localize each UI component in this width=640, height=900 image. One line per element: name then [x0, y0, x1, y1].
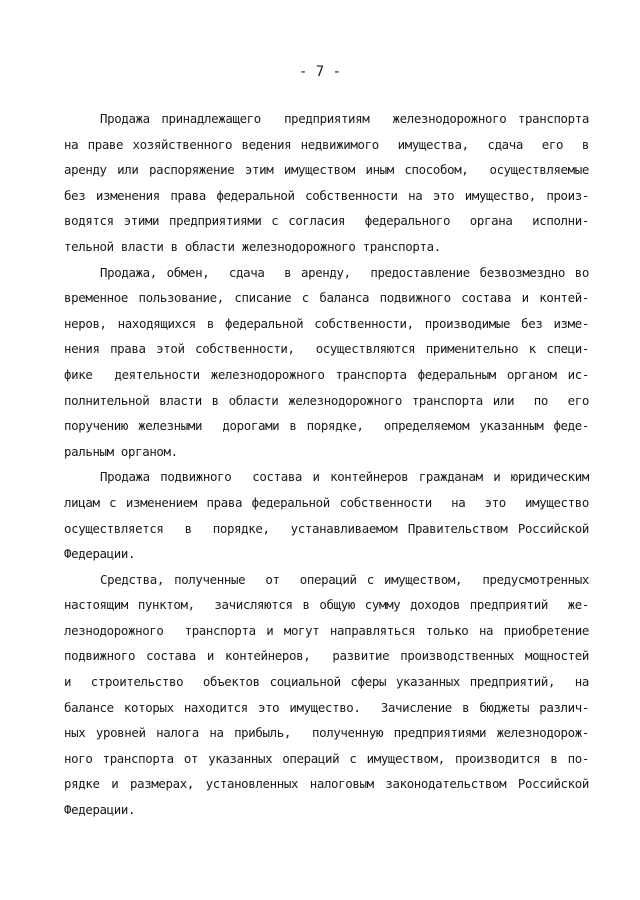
text-line: поручению железными дорогами в порядке, определяемом указанным феде- [64, 418, 589, 434]
text-line: балансе которых находится это имущество. Зачисление в бюджеты различ- [64, 699, 589, 715]
text-line: ного транспорта от указанных операций с имуществом, производится в по- [64, 750, 589, 766]
text-line: неров, находящихся в федеральной собственности, производимые без изме- [64, 315, 589, 331]
text-line: водятся этими предприятиями с согласия федерального органа исполни- [64, 213, 589, 229]
text-line: настоящим пунктом, зачисляются в общую сумму доходов предприятий же- [64, 597, 589, 613]
text-line: лицам с изменением права федеральной собственности на это имущество [64, 494, 589, 510]
text-line: Федерации. [64, 802, 136, 818]
text-line: фике деятельности железнодорожного транспорта федеральным органом ис- [64, 366, 589, 382]
text-line: Средства, полученные от операций с имуществом, предусмотренных [100, 571, 589, 587]
text-line: Продажа подвижного состава и контейнеров гражданам и юридическим [100, 469, 589, 485]
text-line: временное пользование, списание с баланса подвижного состава и контей- [64, 290, 589, 306]
text-line: на праве хозяйственного ведения недвижимого имущества, сдача его в [64, 136, 589, 152]
text-line: Федерации. [64, 546, 136, 562]
paragraph-3 [64, 464, 589, 566]
text-line: ральным органом. [64, 443, 178, 459]
text-line: тельной власти в области железнодорожного транспорта. [64, 238, 441, 254]
text-line: Продажа принадлежащего предприятиям железнодорожного транспорта [100, 111, 589, 126]
text-line: лезнодорожного транспорта и могут направляться только на приобретение [64, 622, 589, 638]
text-line: осуществляется в порядке, устанавливаемом Правительством Российской [64, 520, 589, 536]
paragraph-1 [64, 106, 589, 260]
text-line: аренду или распоряжение этим имуществом иным способом, осуществляемые [64, 162, 589, 178]
text-line: Продажа, обмен, сдача в аренду, предоставление безвозмездно во [100, 264, 589, 280]
text-line: без изменения права федеральной собственности на это имущество, произ- [64, 187, 589, 203]
text-line: и строительство объектов социальной сферы указанных предприятий, на [64, 674, 589, 690]
page-number: - 7 - [298, 64, 342, 80]
text-line: подвижного состава и контейнеров, развитие производственных мощностей [64, 648, 589, 664]
text-line: полнительной власти в области железнодорожного транспорта или по его [64, 392, 589, 408]
document-body [64, 106, 589, 823]
paragraph-2 [64, 260, 589, 465]
text-line: рядке и размерах, установленных налоговым законодательством Российской [64, 776, 589, 792]
paragraph-4 [64, 567, 589, 823]
text-line: нения права этой собственности, осуществляются применительно к специ- [64, 341, 589, 357]
text-line: ных уровней налога на прибыль, полученную предприятиями железнодорож- [64, 725, 589, 741]
